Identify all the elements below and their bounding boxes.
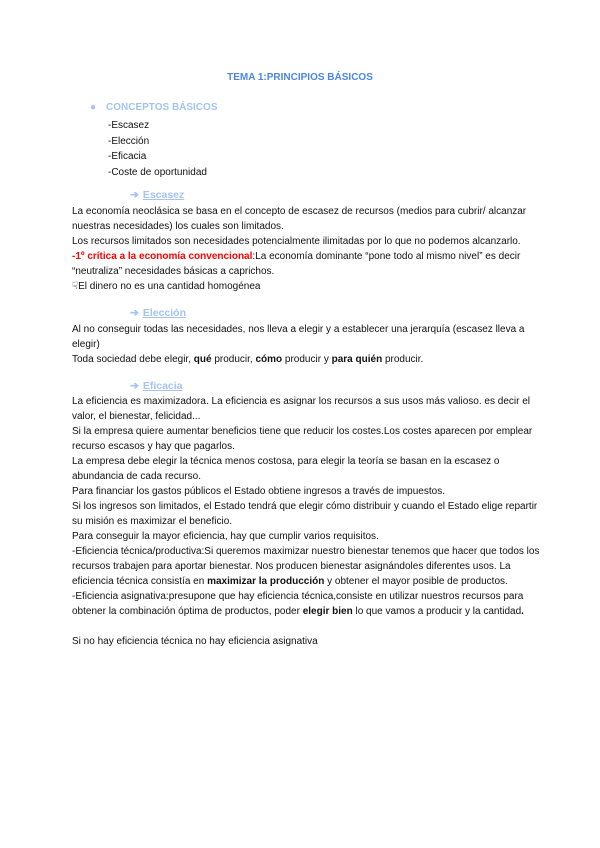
concepts-heading (90, 102, 218, 113)
paragraph: Si los ingresos son limitados, el Estado tendrá que elegir cómo distribuir y cuando el Estado elige repartir su misión es maximizar el beneficio. (72, 501, 538, 527)
list-item: -Eficacia (108, 151, 147, 162)
paragraph: -Eficiencia técnica/productiva:Si queremos maximizar nuestro bienestar tenemos que hacer que todos los recursos trabajen para aportar bienestar. Nos producen bienestar asignándoles diferentes usos. La eficiencia técnica consistía en maximizar la producción y obtener el mayor posible de productos. (72, 546, 540, 587)
paragraph: Si no hay eficiencia técnica no hay eficiencia asignativa (72, 636, 318, 647)
document-title: TEMA 1:PRINCIPIOS BÁSICOS (227, 72, 373, 83)
paragraph: -Eficiencia asignativa:presupone que hay eficiencia técnica,consiste en utilizar nuestros recursos para obtener la combinación óptima de productos, poder elegir bien lo que vamos a producir y la cantidad. (72, 591, 524, 617)
paragraph: La eficiencia es maximizadora. La eficiencia es asignar los recursos a sus usos más valioso. es decir el valor, el bienestar, felicidad... (72, 396, 530, 422)
paragraph: La empresa debe elegir la técnica menos costosa, para elegir la teoría se basan en la escasez o abundancia de cada recurso. (72, 456, 500, 482)
concepts-heading-label: CONCEPTOS BÁSICOS (106, 102, 218, 113)
arrow-icon: ➔ (130, 307, 139, 319)
arrow-icon: ➔ (130, 380, 139, 392)
section-body-escasez (72, 204, 542, 294)
spacer (72, 619, 542, 634)
paragraph: Para conseguir la mayor eficiencia, hay que cumplir varios requisitos. (72, 531, 379, 542)
section-heading-escasez (130, 189, 184, 201)
pointing-hand-icon: ☟ (72, 281, 79, 292)
section-heading-eficacia (130, 380, 183, 392)
section-heading-label: Eficacia (142, 380, 183, 392)
paragraph: Al no conseguir todas las necesidades, nos lleva a elegir y a establecer una jerarquía (escasez lleva a elegir) (72, 324, 525, 350)
arrow-icon: ➔ (130, 189, 139, 201)
paragraph: Toda sociedad debe elegir, qué producir, cómo producir y para quién producir. (72, 354, 424, 365)
paragraph: ☟El dinero no es una cantidad homogénea (72, 281, 261, 292)
paragraph: Los recursos limitados son necesidades potencialmente ilimitadas por lo que no podemos alcanzarlo. (72, 236, 521, 247)
critique-label: -1º crítica a la economía convencional (72, 251, 253, 262)
section-body-eleccion (72, 322, 542, 367)
section-heading-label: Escasez (142, 189, 185, 201)
section-body-eficacia (72, 394, 542, 649)
paragraph: Para financiar los gastos públicos el Estado obtiene ingresos a través de impuestos. (72, 486, 445, 497)
list-item: -Coste de oportunidad (108, 166, 207, 178)
bullet-icon: ● (90, 102, 97, 113)
paragraph: -1º crítica a la economía convencional:La economía dominante “pone todo al mismo nivel” es decir “neutraliza” necesidades básicas a caprichos. (72, 251, 521, 277)
concepts-list (108, 118, 207, 180)
section-heading-eleccion (130, 307, 186, 319)
list-item: -Elección (108, 135, 150, 147)
paragraph: Si la empresa quiere aumentar beneficios tiene que reducir los costes.Los costes aparecen por emplear recurso escasos y hay que pagarlos. (72, 426, 533, 452)
paragraph: La economía neoclásica se basa en el concepto de escasez de recursos (medios para cubrir/ alcanzar nuestras necesidades) los cuales son limitados. (72, 206, 527, 232)
section-heading-label: Elección (142, 307, 186, 319)
list-item: -Escasez (108, 120, 150, 131)
